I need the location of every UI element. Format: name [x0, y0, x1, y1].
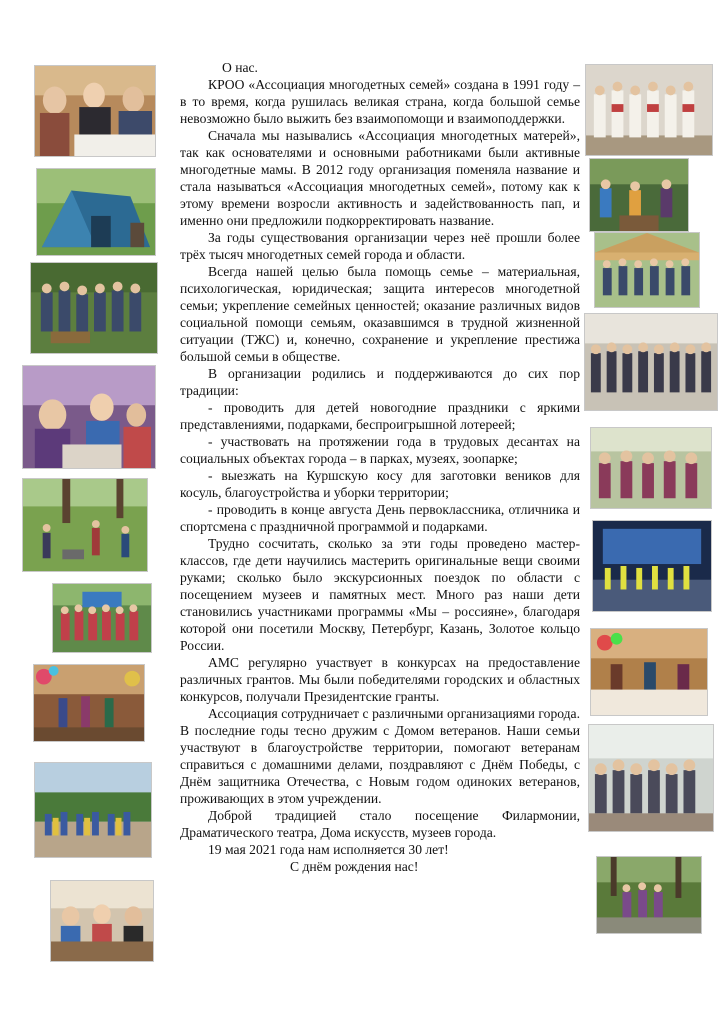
photo-group-outdoors [30, 262, 158, 354]
photo-stage-performance [592, 520, 712, 612]
anniversary-line: 19 мая 2021 года нам исполняется 30 лет! [208, 842, 449, 857]
article-text [180, 59, 580, 875]
paragraph: КРОО «Ассоциация многодетных семей» создана в 1991 году – в то время, когда рушилась великая страна, когда большой семье невозможно было выжить без взаимопомощи и взаимоподдержки. [180, 77, 580, 126]
photo-festive-stage [33, 664, 145, 742]
photo-kids-at-table [50, 880, 154, 962]
photo-forest-bonfire [589, 158, 689, 232]
photo-festive-table [590, 628, 708, 716]
photo-costumed-group [585, 64, 713, 156]
photo-group-with-flag [52, 583, 152, 653]
photo-tent-camping [36, 168, 156, 256]
photo-forest-walk [596, 856, 702, 934]
tradition-item: - проводить для детей новогодние праздники с яркими представлениями, подарками, беспроигрышной лотереей; [180, 400, 580, 432]
photo-women-in-hall [590, 427, 712, 509]
paragraph: Всегда нашей целью была помощь семье – материальная, психологическая, юридическая; защита интересов многодетной семьи; укрепление семейных ценностей; оказание различных видов социальной помощи семьям, оказавшимся в трудной жизненной ситуации (ТЖС) и, конечно, сохранение и укрепление престижа большой семьи в обществе. [180, 264, 580, 364]
paragraph: АМС регулярно участвует в конкурсах на предоставление различных грантов. Мы были победителями городских и областных конкурсов, получали Президентские гранты. [180, 655, 580, 704]
tradition-item: - выезжать на Куршскую косу для заготовки веников для косуль, благоустройства и уборки территории; [180, 468, 580, 500]
article-title: О нас. [222, 60, 258, 75]
photo-hall-group [584, 313, 718, 411]
paragraph: Ассоциация сотрудничает с различными организациями города. В последние годы тесно дружим с Домом ветеранов. Наши семьи участвуют в благоустройстве территории, помогают ветеранам справиться с домашними делами, поздравляют с Днём Победы, с Днём защитника Отечества, с Новым годом одиноких ветеранов, проживающих в этом учреждении. [180, 706, 580, 806]
paragraph: Трудно сосчитать, сколько за эти годы проведено мастер-классов, где дети научились мастерить оригинальные вещи своими руками; сколько было экскурсионных поездок по области с посещением музеев и памятных мест. Много раз наши дети становились участниками программы «Мы – россияне», благодаря которой они посетили Москву, Петербург, Казань, Золотое кольцо России. [180, 536, 580, 653]
tradition-item: - проводить в конце августа День первоклассника, отличника и спортсмена с праздничной программой и подарками. [180, 502, 580, 534]
paragraph: За годы существования организации через неё прошли более трёх тысяч многодетных семей города и области. [180, 230, 580, 262]
photo-children-crafts [22, 365, 156, 469]
paragraph: Доброй традицией стало посещение Филармонии, Драматического театра, Дома искусств, музеев города. [180, 808, 580, 840]
photo-gazebo-group [594, 232, 700, 308]
photo-women-at-table [34, 65, 156, 157]
paragraph: В организации родились и поддерживаются до сих пор традиции: [180, 366, 580, 398]
paragraph: Сначала мы назывались «Ассоциация многодетных матерей», так как основателями и основными работниками были активные многодетные мамы. В 2012 году организация поменяла название и стала называться «Ассоциация многодетных семей», потому как к этому времени возросли активность и задействованность пап, и именно они предложили подкорректировать название. [180, 128, 580, 228]
photo-park-cleanup [22, 478, 148, 572]
closing-line: С днём рождения нас! [290, 859, 419, 874]
tradition-item: - участвовать на протяжении года в трудовых десантах на социальных объектах города – в парках, музеях, зоопарке; [180, 434, 580, 466]
photo-veterans-hall [588, 724, 714, 832]
photo-park-dancing [34, 762, 152, 858]
